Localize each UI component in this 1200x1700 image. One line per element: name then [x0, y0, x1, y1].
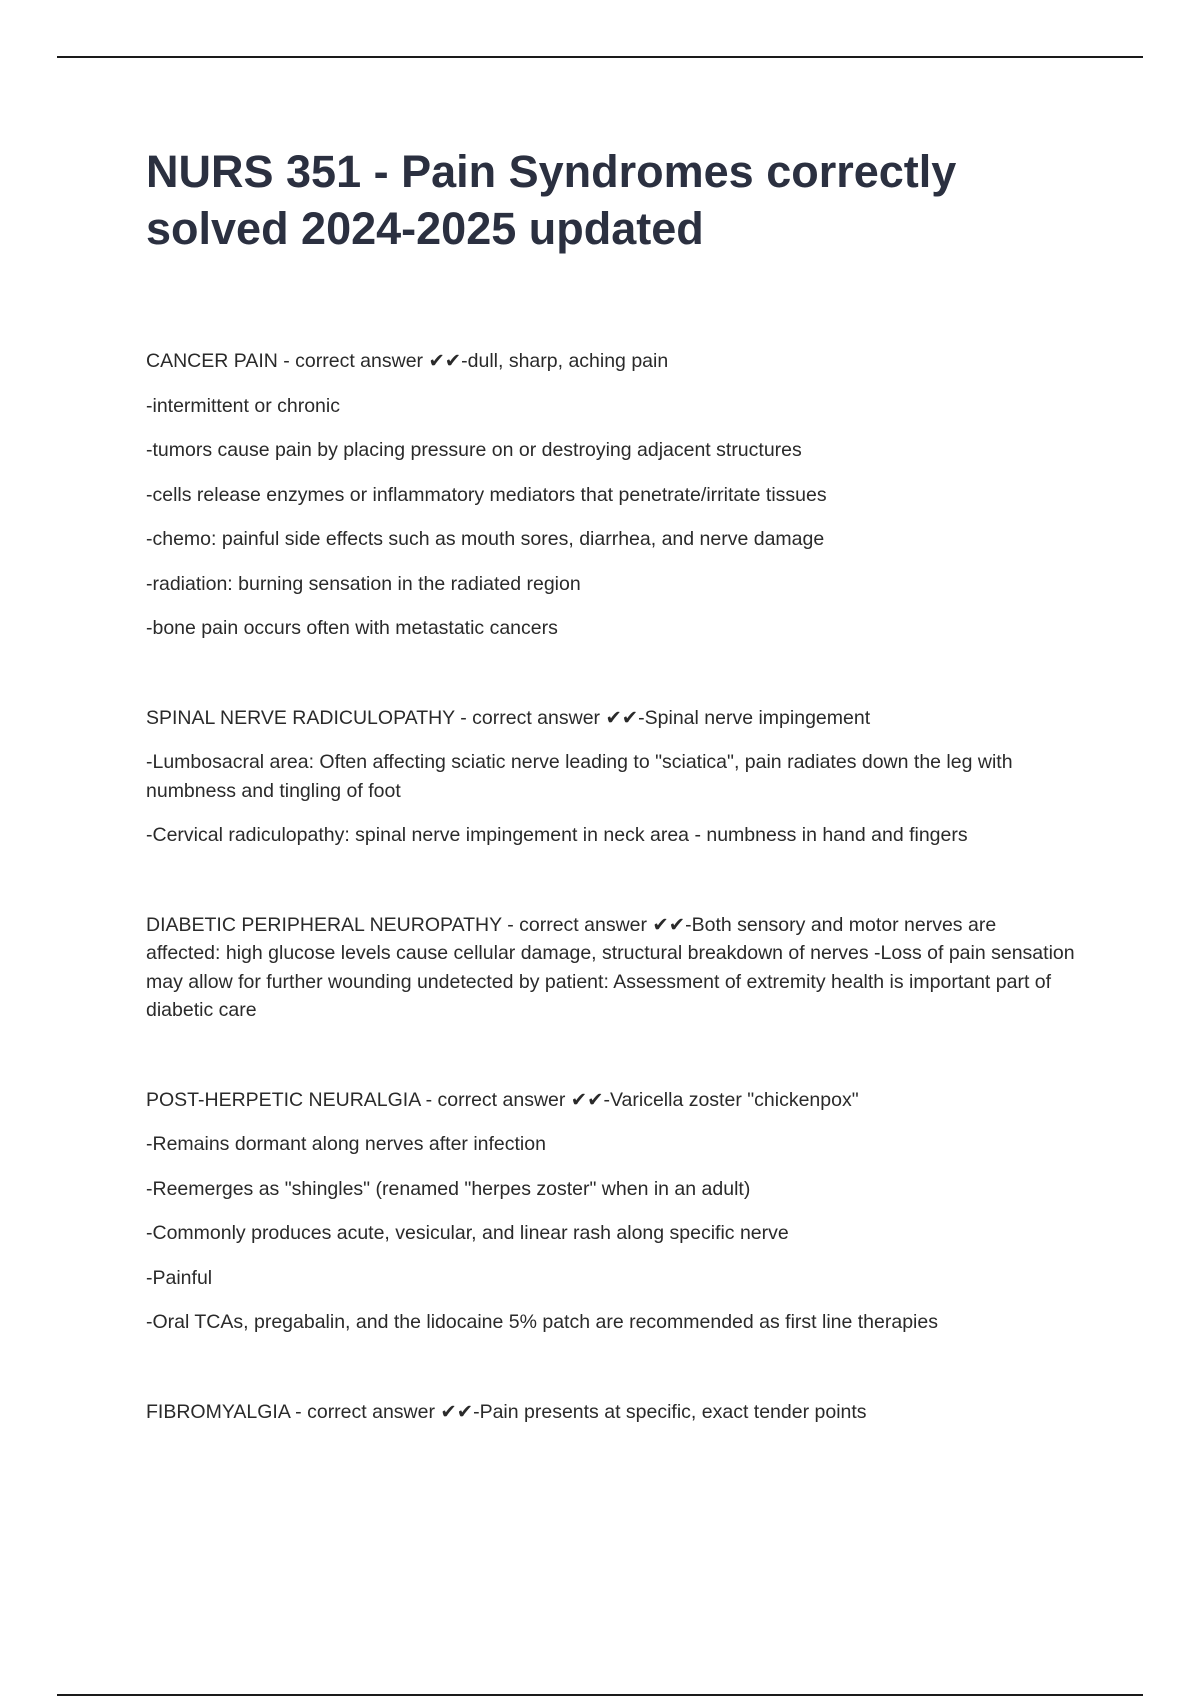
answer-first-line: -Both sensory and motor nerves are affected: high glucose levels cause cellular damage, structural breakdown of nerves -Loss of pain sensation may allow for further wounding undetected by patient: Assessment of extremity health is important part of diabetic care	[146, 913, 1075, 1021]
correct-answer-marker: - correct answer ✔✔	[454, 706, 639, 729]
answer-first-line: -Spinal nerve impingement	[638, 706, 871, 729]
answer-line: -Cervical radiculopathy: spinal nerve impingement in neck area - numbness in hand and fingers	[146, 824, 968, 846]
answer-line: -intermittent or chronic	[146, 394, 340, 417]
correct-answer-marker: - correct answer ✔✔	[501, 913, 686, 936]
term: SPINAL NERVE RADICULOPATHY	[146, 706, 455, 729]
answer-line: -Oral TCAs, pregabalin, and the lidocaine 5% patch are recommended as first line therapies	[146, 1311, 938, 1333]
page-title: NURS 351 - Pain Syndromes correctly solved 2024-2025 updated	[146, 146, 957, 254]
flashcard-question-line	[146, 911, 1076, 1025]
answer-line: -Lumbosacral area: Often affecting sciatic nerve leading to "sciatica", pain radiates down the leg with numbness and tingling of foot	[146, 751, 1013, 802]
flashcard-question-line	[146, 1398, 1076, 1427]
answer-line: -Painful	[146, 1266, 213, 1289]
answer-first-line: -dull, sharp, aching pain	[461, 350, 669, 372]
flashcard-question-line	[146, 704, 1076, 733]
flashcard-question-line	[146, 1086, 1076, 1115]
correct-answer-marker: - correct answer ✔✔	[277, 350, 462, 372]
answer-line: -Remains dormant along nerves after infection	[146, 1133, 546, 1155]
answer-first-line: -Pain presents at specific, exact tender points	[473, 1400, 867, 1423]
flashcard-list	[146, 347, 1076, 1487]
flashcard-post-herpetic-neuralgia	[146, 1086, 1076, 1337]
correct-answer-marker: - correct answer ✔✔	[289, 1400, 474, 1423]
answer-line: -bone pain occurs often with metastatic cancers	[146, 617, 558, 639]
bottom-divider	[57, 1694, 1143, 1696]
term: CANCER PAIN	[146, 350, 278, 372]
answer-line: -tumors cause pain by placing pressure on or destroying adjacent structures	[146, 439, 802, 461]
answer-line: -Reemerges as "shingles" (renamed "herpes zoster" when in an adult)	[146, 1177, 751, 1200]
flashcard-question-line	[146, 347, 1076, 376]
answer-line: -radiation: burning sensation in the radiated region	[146, 572, 581, 595]
flashcard-spinal-nerve-radiculopathy	[146, 704, 1076, 850]
term: POST-HERPETIC NEURALGIA	[146, 1088, 421, 1111]
correct-answer-marker: - correct answer ✔✔	[420, 1088, 604, 1111]
answer-line: -cells release enzymes or inflammatory mediators that penetrate/irritate tissues	[146, 483, 827, 506]
flashcard-fibromyalgia	[146, 1398, 1076, 1427]
answer-first-line: -Varicella zoster "chickenpox"	[603, 1088, 859, 1111]
top-divider	[57, 56, 1143, 58]
answer-line: -Commonly produces acute, vesicular, and linear rash along specific nerve	[146, 1222, 789, 1244]
term: DIABETIC PERIPHERAL NEUROPATHY	[146, 913, 502, 936]
flashcard-diabetic-peripheral-neuropathy	[146, 911, 1076, 1025]
answer-line: -chemo: painful side effects such as mouth sores, diarrhea, and nerve damage	[146, 528, 825, 550]
flashcard-cancer-pain	[146, 347, 1076, 643]
term: FIBROMYALGIA	[146, 1400, 290, 1423]
